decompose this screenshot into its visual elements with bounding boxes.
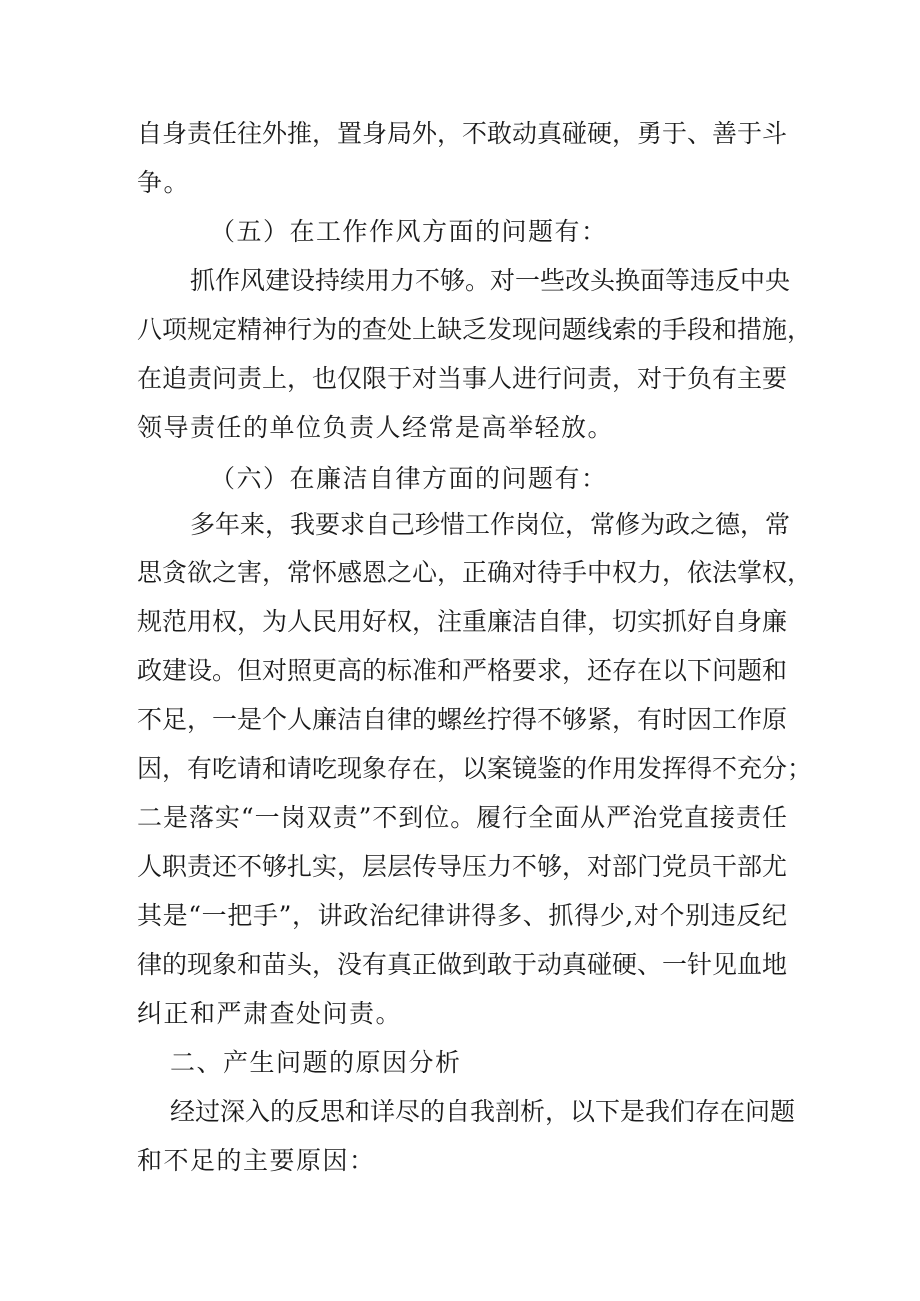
- text-line-7: 领导责任的单位负责人经常是高举轻放。: [137, 413, 615, 442]
- text-line-18: 律的现象和苗头，没有真正做到敢于动真碰硬、一针见血地: [137, 950, 788, 979]
- text-line-6: 在追责问责上，也仅限于对当事人进行问责，对于负有主要: [137, 364, 788, 393]
- text-line-14: 因，有吃请和请吃现象存在，以案镜鉴的作用发挥得不充分；: [137, 754, 813, 783]
- text-line-15: 二是落实“一岗双责”不到位。履行全面从严治党直接责任: [137, 803, 787, 832]
- text-line-16: 人职责还不够扎实，层层传导压力不够，对部门党员干部尤: [137, 852, 788, 881]
- text-line-1: 自身责任往外推，置身局外，不敢动真碰硬，勇于、善于斗: [137, 119, 788, 148]
- text-line-11: 规范用权，为人民用好权，注重廉洁自律，切实抓好自身廉: [137, 607, 788, 636]
- section-heading-2: 二、产生问题的原因分析: [170, 1048, 462, 1077]
- text-line-22: 和不足的主要原因：: [137, 1146, 376, 1175]
- text-line-21: 经过深入的反思和详尽的自我剖析，以下是我们存在问题: [170, 1097, 796, 1126]
- text-line-4: 抓作风建设持续用力不够。对一些改头换面等违反中央: [190, 266, 791, 295]
- text-line-17: 其是“一把手”，讲政治纪律讲得多、抓得少,对个别违反纪: [137, 901, 787, 930]
- section-heading-5: （五）在工作作风方面的问题有：: [210, 217, 608, 246]
- text-line-5: 八项规定精神行为的查处上缺乏发现问题线索的手段和措施，: [137, 315, 813, 344]
- text-line-9: 多年来，我要求自己珍惜工作岗位，常修为政之德，常: [190, 510, 791, 539]
- text-line-13: 不足，一是个人廉洁自律的螺丝拧得不够紧，有时因工作原: [137, 705, 788, 734]
- text-line-19: 纠正和严肃查处问责。: [137, 999, 403, 1028]
- section-heading-6: （六）在廉洁自律方面的问题有：: [210, 464, 608, 493]
- text-line-10: 思贪欲之害，常怀感恩之心，正确对待手中权力，依法掌权，: [137, 558, 813, 587]
- text-line-12: 政建设。但对照更高的标准和严格要求，还存在以下问题和: [137, 656, 788, 685]
- text-line-2: 争。: [137, 168, 191, 197]
